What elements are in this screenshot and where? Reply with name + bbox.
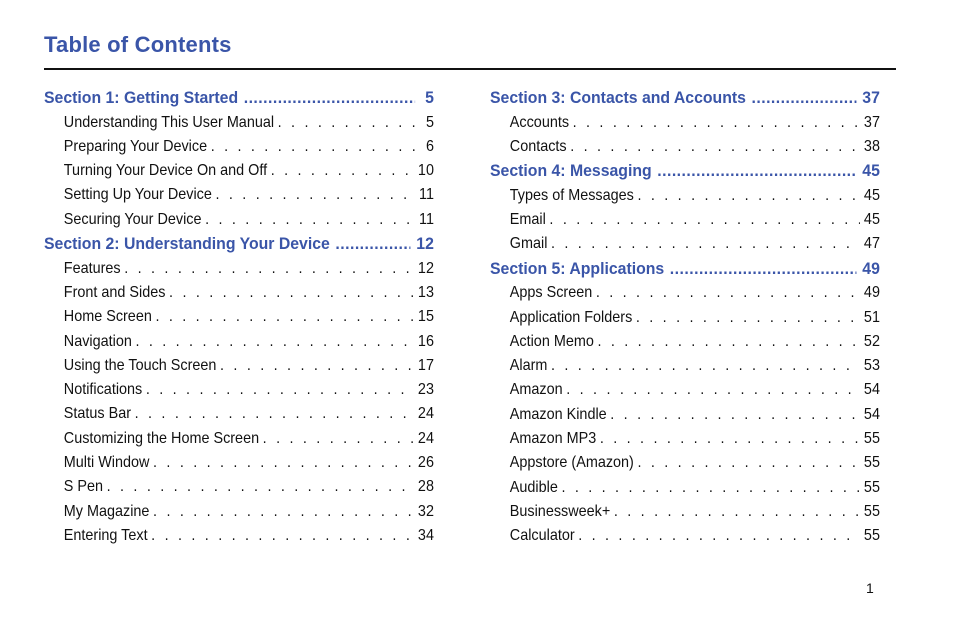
- page-number: 1: [866, 580, 874, 596]
- toc-entry[interactable]: [44, 281, 434, 305]
- toc-section-heading[interactable]: [44, 232, 434, 257]
- dot-leader: [752, 86, 857, 111]
- dot-leader: [124, 257, 414, 281]
- toc-label: Notifications: [63, 381, 143, 399]
- toc-entry[interactable]: [490, 378, 880, 402]
- dot-leader: [107, 475, 415, 499]
- toc-entry[interactable]: [490, 184, 880, 208]
- toc-entry[interactable]: [490, 500, 880, 524]
- toc-page-number: 12: [417, 259, 434, 277]
- toc-page-number: 37: [862, 88, 880, 107]
- toc-page-number: 34: [417, 526, 434, 544]
- toc-page-number: 53: [863, 357, 880, 375]
- toc-entry[interactable]: [44, 427, 434, 451]
- toc-page-number: 17: [417, 356, 434, 374]
- dot-leader: [600, 427, 860, 451]
- toc-page-number: 6: [425, 137, 434, 155]
- toc-section-heading[interactable]: [490, 159, 880, 184]
- toc-left-column: [44, 86, 434, 548]
- dot-leader: [335, 232, 410, 257]
- dot-leader: [596, 281, 860, 305]
- toc-entry[interactable]: [44, 330, 434, 354]
- toc-label: Using the Touch Screen: [63, 356, 217, 374]
- toc-section-heading[interactable]: [490, 257, 880, 282]
- toc-entry[interactable]: [490, 111, 880, 135]
- toc-entry[interactable]: [44, 402, 434, 426]
- toc-page-number: 54: [863, 405, 880, 423]
- toc-label: Section 2: Understanding Your Device: [44, 234, 330, 254]
- toc-page-number: 23: [417, 381, 434, 399]
- dot-leader: [263, 427, 415, 451]
- toc-page-number: 47: [863, 235, 880, 253]
- toc-label: My Magazine: [63, 502, 150, 520]
- toc-page-number: 10: [417, 162, 434, 180]
- dot-leader: [610, 403, 860, 427]
- toc-page-number: 24: [417, 405, 434, 423]
- toc-page-number: 24: [417, 429, 434, 447]
- toc-page-number: 15: [417, 308, 434, 326]
- title-divider: [44, 68, 896, 70]
- dot-leader: [155, 305, 414, 329]
- toc-entry[interactable]: [490, 403, 880, 427]
- toc-label: Appstore (Amazon): [509, 454, 634, 472]
- toc-entry[interactable]: [44, 208, 434, 232]
- toc-label: Amazon MP3: [509, 430, 597, 448]
- toc-page-number: 16: [417, 332, 434, 350]
- toc-entry[interactable]: [44, 354, 434, 378]
- page-title: Table of Contents: [44, 32, 232, 57]
- toc-page-number: 49: [863, 284, 880, 302]
- dot-leader: [169, 281, 414, 305]
- toc-page-number: 13: [417, 283, 434, 301]
- dot-leader: [636, 306, 860, 330]
- toc-section-heading[interactable]: [44, 86, 434, 111]
- toc-label: Status Bar: [63, 405, 132, 423]
- dot-leader: [215, 183, 415, 207]
- toc-label: Audible: [509, 478, 558, 496]
- toc-label: Navigation: [63, 332, 132, 350]
- dot-leader: [566, 378, 860, 402]
- toc-entry[interactable]: [490, 208, 880, 232]
- toc-label: Multi Window: [63, 454, 150, 472]
- toc-page-number: 55: [863, 430, 880, 448]
- toc-label: Preparing Your Device: [63, 137, 208, 155]
- dot-leader: [670, 257, 857, 282]
- toc-entry[interactable]: [44, 524, 434, 548]
- toc-entry[interactable]: [44, 257, 434, 281]
- dot-leader: [614, 500, 860, 524]
- toc-label: Section 4: Messaging: [490, 161, 652, 181]
- toc-label: Securing Your Device: [63, 210, 202, 228]
- toc-label: Application Folders: [509, 308, 633, 326]
- toc-page-number: 54: [863, 381, 880, 399]
- dot-leader: [573, 111, 861, 135]
- toc-page-number: 26: [417, 454, 434, 472]
- toc-page-number: 5: [425, 113, 434, 131]
- toc-entry[interactable]: [490, 524, 880, 548]
- toc-entry[interactable]: [490, 451, 880, 475]
- toc-entry[interactable]: [490, 281, 880, 305]
- dot-leader: [151, 524, 414, 548]
- toc-label: S Pen: [63, 478, 104, 496]
- toc-page-number: 12: [416, 234, 434, 254]
- toc-page-number: 55: [863, 502, 880, 520]
- toc-page-number: 45: [862, 161, 880, 181]
- toc-entry[interactable]: [44, 183, 434, 207]
- toc-entry[interactable]: [490, 476, 880, 500]
- toc-label: Types of Messages: [509, 186, 634, 204]
- toc-entry[interactable]: [490, 306, 880, 330]
- toc-label: Section 5: Applications: [490, 258, 665, 278]
- toc-page-number: 5: [425, 88, 434, 107]
- toc-page-number: 45: [863, 211, 880, 229]
- dot-leader: [561, 476, 860, 500]
- dot-leader: [220, 354, 414, 378]
- toc-label: Contacts: [509, 137, 567, 155]
- toc-entry[interactable]: [44, 111, 434, 135]
- toc-label: Front and Sides: [63, 283, 166, 301]
- toc-entry[interactable]: [490, 135, 880, 159]
- toc-label: Setting Up Your Device: [63, 186, 212, 204]
- toc-entry[interactable]: [44, 305, 434, 329]
- toc-label: Action Memo: [509, 332, 594, 350]
- toc-page-number: 55: [863, 527, 880, 545]
- dot-leader: [551, 354, 860, 378]
- toc-entry[interactable]: [44, 159, 434, 183]
- toc-page-number: 49: [862, 258, 880, 278]
- toc-label: Gmail: [509, 235, 548, 253]
- dot-leader: [211, 135, 418, 159]
- toc-entry[interactable]: [490, 232, 880, 256]
- dot-leader: [146, 378, 414, 402]
- toc-label: Features: [63, 259, 121, 277]
- dot-leader: [570, 135, 860, 159]
- toc-label: Businessweek+: [509, 502, 611, 520]
- toc-label: Alarm: [509, 357, 548, 375]
- dot-leader: [597, 330, 860, 354]
- dot-leader: [205, 208, 415, 232]
- dot-leader: [244, 86, 416, 111]
- toc-page-number: 45: [863, 186, 880, 204]
- dot-leader: [271, 159, 415, 183]
- toc-entry[interactable]: [490, 354, 880, 378]
- toc-page-number: 55: [863, 454, 880, 472]
- toc-label: Accounts: [509, 113, 570, 131]
- toc-label: Customizing the Home Screen: [63, 429, 260, 447]
- toc-label: Understanding This User Manual: [63, 113, 275, 131]
- toc-page-number: 11: [419, 186, 434, 204]
- toc-entry[interactable]: [490, 330, 880, 354]
- toc-entry[interactable]: [44, 135, 434, 159]
- dot-leader: [637, 184, 860, 208]
- dot-leader: [153, 500, 414, 524]
- toc-page-number: 51: [863, 308, 880, 326]
- toc-page-number: 32: [417, 502, 434, 520]
- toc-label: Home Screen: [63, 308, 152, 326]
- toc-label: Amazon: [509, 381, 563, 399]
- toc-section-heading[interactable]: [490, 86, 880, 111]
- toc-page-number: 38: [863, 137, 880, 155]
- toc-page-number: 37: [863, 113, 880, 131]
- toc-label: Email: [509, 211, 546, 229]
- toc-entry[interactable]: [490, 427, 880, 451]
- dot-leader: [135, 330, 414, 354]
- toc-label: Turning Your Device On and Off: [63, 162, 268, 180]
- toc-page-number: 52: [863, 332, 880, 350]
- dot-leader: [278, 111, 418, 135]
- toc-label: Section 3: Contacts and Accounts: [490, 88, 746, 107]
- dot-leader: [153, 451, 414, 475]
- toc-label: Apps Screen: [509, 284, 593, 302]
- toc-page-number: 28: [417, 478, 434, 496]
- toc-page-number: 55: [863, 478, 880, 496]
- toc-label: Amazon Kindle: [509, 405, 607, 423]
- toc-page-number: 11: [419, 210, 434, 228]
- toc-label: Section 1: Getting Started: [44, 88, 239, 107]
- toc-entry[interactable]: [44, 475, 434, 499]
- dot-leader: [657, 159, 856, 184]
- dot-leader: [578, 524, 860, 548]
- toc-entry[interactable]: [44, 500, 434, 524]
- dot-leader: [135, 402, 415, 426]
- toc-label: Calculator: [509, 527, 575, 545]
- toc-right-column: [490, 86, 880, 549]
- dot-leader: [551, 232, 860, 256]
- toc-label: Entering Text: [63, 526, 148, 544]
- dot-leader: [637, 451, 860, 475]
- dot-leader: [549, 208, 860, 232]
- toc-entry[interactable]: [44, 378, 434, 402]
- toc-entry[interactable]: [44, 451, 434, 475]
